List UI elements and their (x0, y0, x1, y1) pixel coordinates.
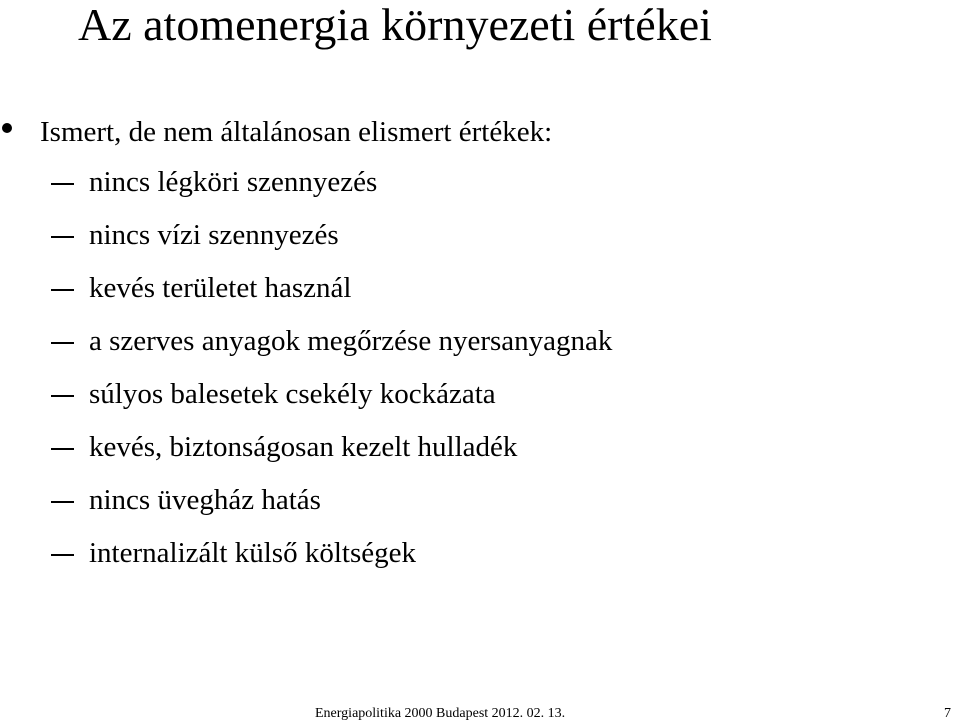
sub-bullet-text: a szerves anyagok megőrzése nyersanyagnak (89, 325, 613, 357)
sub-bullet-item (0, 370, 960, 423)
dash-icon (51, 236, 74, 238)
dash-icon (51, 289, 74, 291)
slide-title: Az atomenergia környezeti értékei (78, 0, 712, 50)
main-bullet-text: Ismert, de nem általánosan elismert értékek: (40, 116, 553, 148)
dash-icon (51, 183, 74, 185)
dash-icon (51, 501, 74, 503)
sub-bullet-text: kevés területet használ (89, 272, 352, 304)
page-number: 7 (944, 706, 951, 721)
sub-bullet-item (0, 264, 960, 317)
dash-icon (51, 554, 74, 556)
sub-bullet-item (0, 211, 960, 264)
sub-bullet-item (0, 476, 960, 529)
dash-icon (51, 342, 74, 344)
dash-icon (51, 395, 74, 397)
sub-bullet-list (0, 158, 960, 582)
footer-text: Energiapolitika 2000 Budapest 2012. 02. 13. (315, 706, 566, 721)
sub-bullet-text: kevés, biztonságosan kezelt hulladék (89, 431, 518, 463)
sub-bullet-text: súlyos balesetek csekély kockázata (89, 378, 496, 410)
sub-bullet-text: nincs légköri szennyezés (89, 166, 378, 198)
sub-bullet-text: nincs vízi szennyezés (89, 219, 339, 251)
sub-bullet-item (0, 158, 960, 211)
sub-bullet-item (0, 529, 960, 582)
sub-bullet-item (0, 317, 960, 370)
bullet-dot-icon (2, 123, 12, 133)
sub-bullet-text: nincs üvegház hatás (89, 484, 321, 516)
sub-bullet-text: internalizált külső költségek (89, 537, 416, 569)
sub-bullet-item (0, 423, 960, 476)
dash-icon (51, 448, 74, 450)
main-bullet (0, 108, 960, 156)
